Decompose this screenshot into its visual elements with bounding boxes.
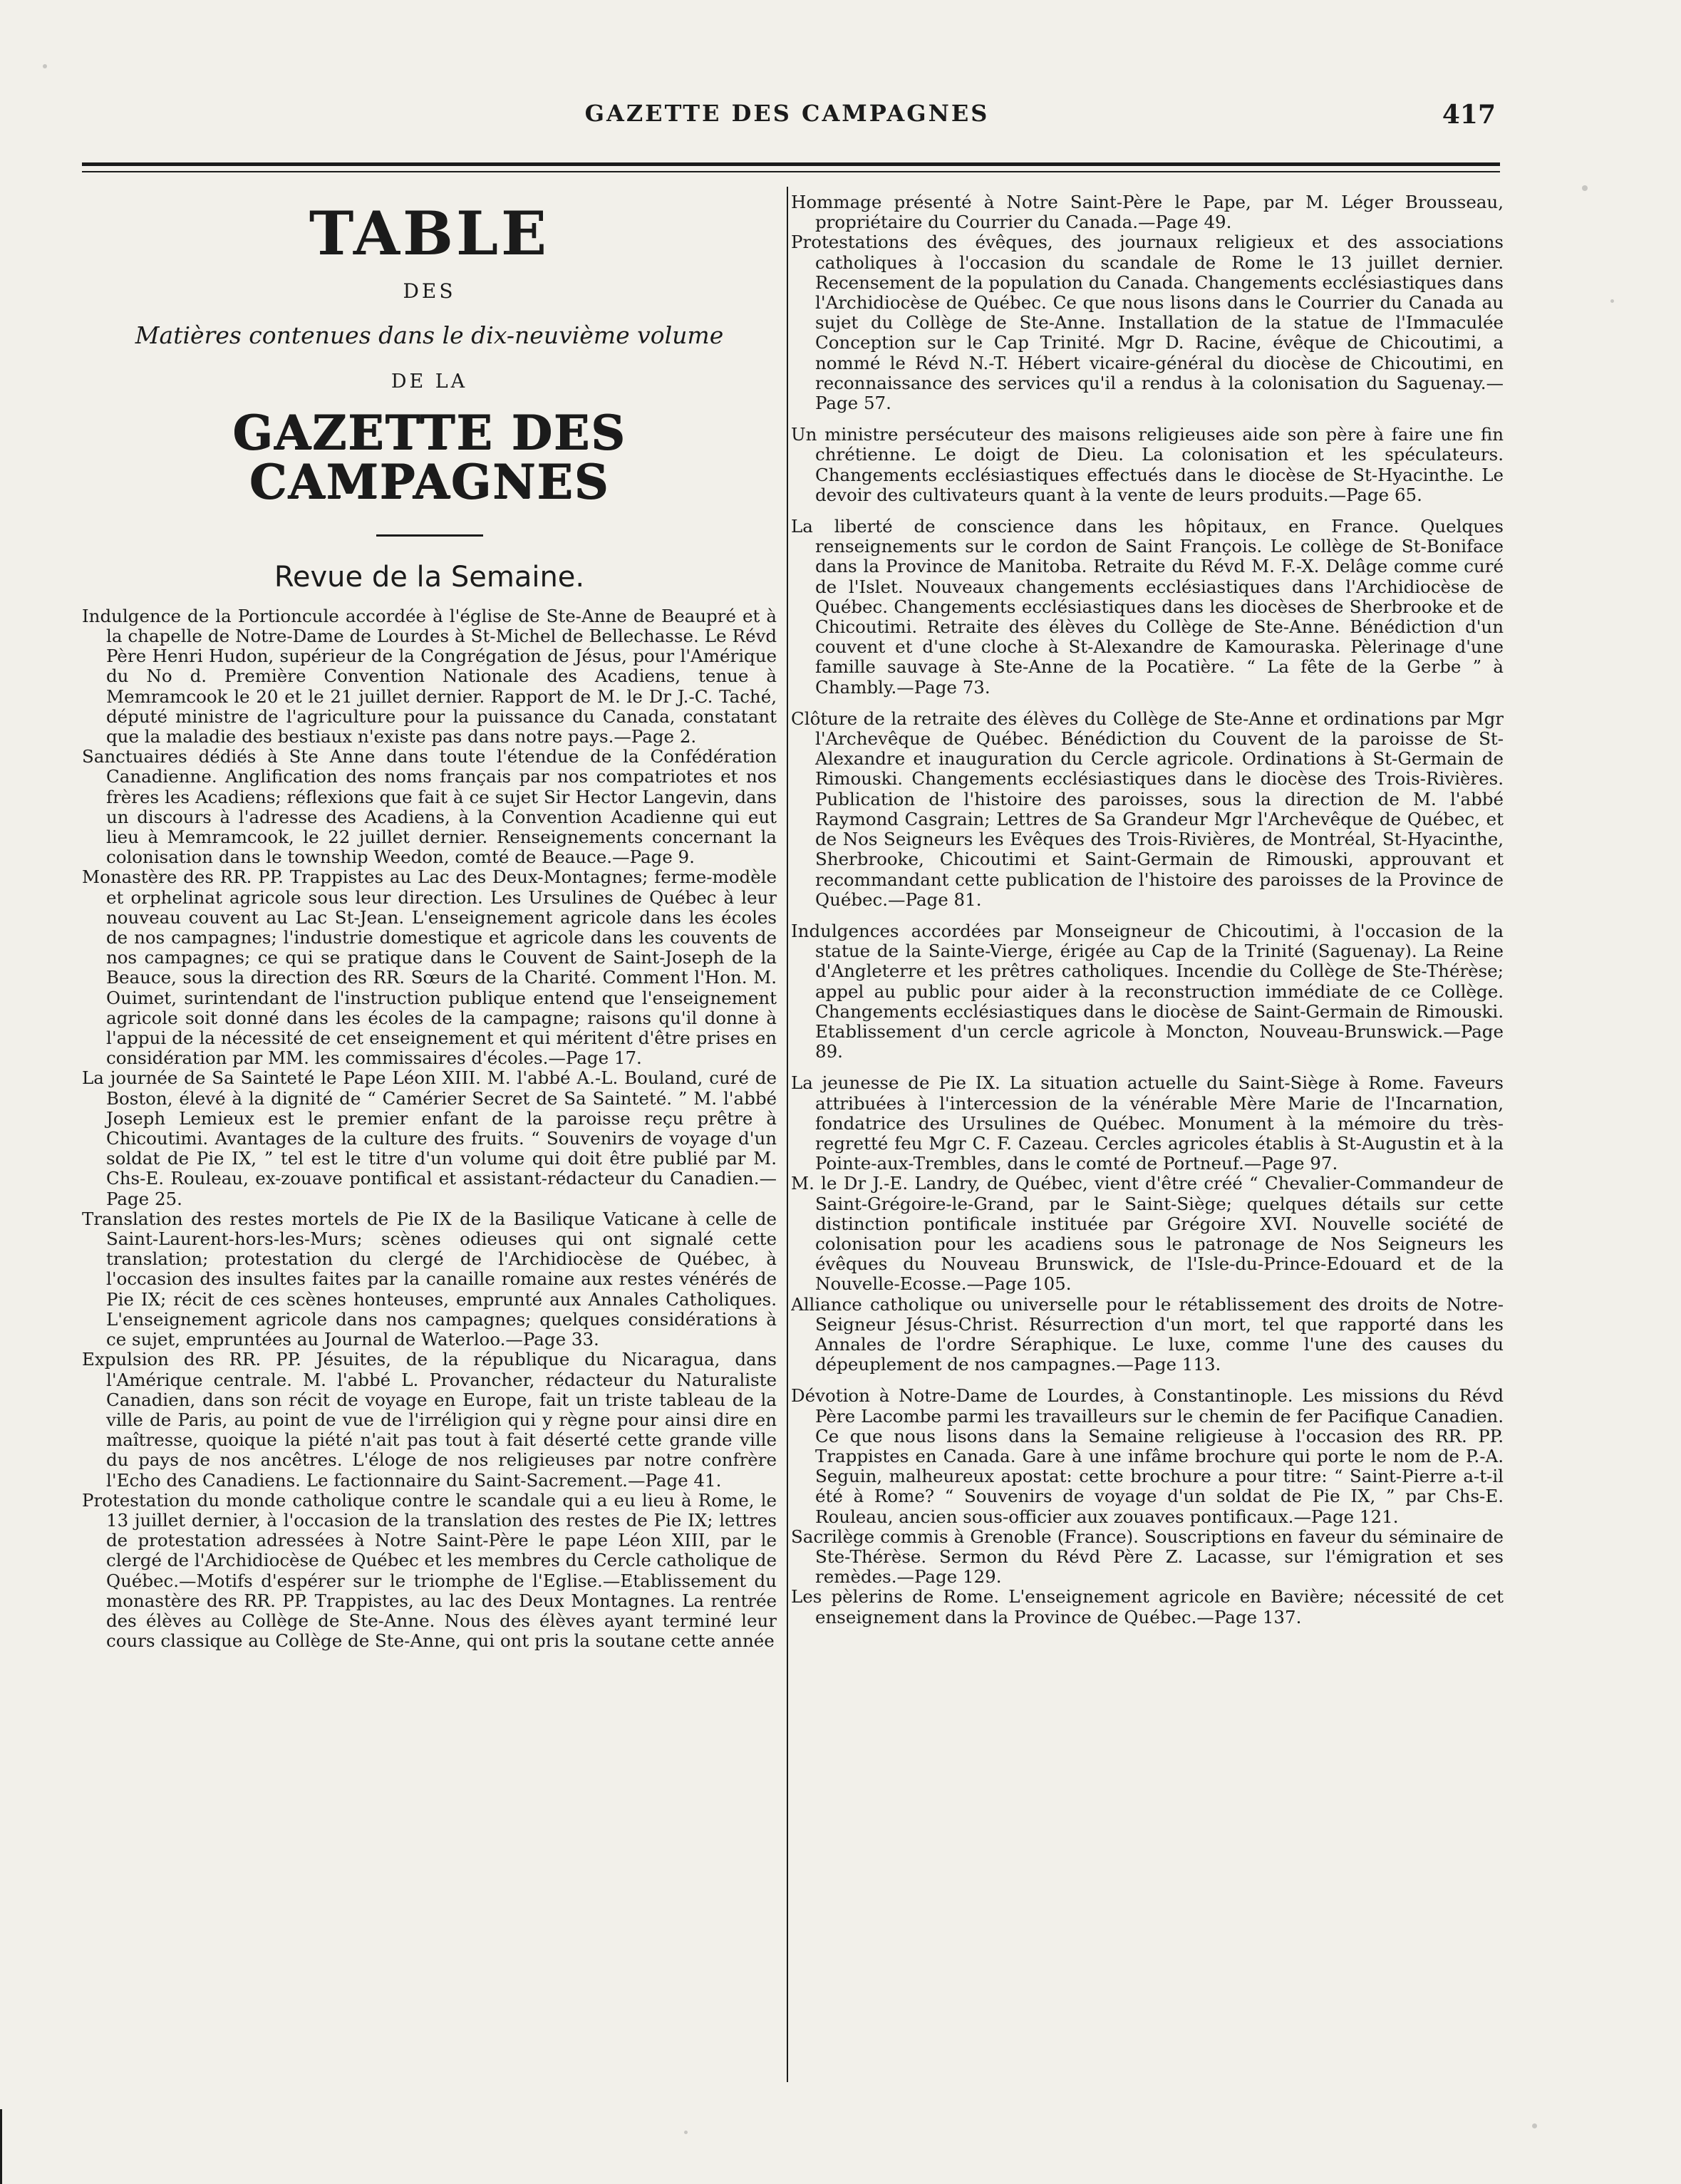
- index-entry: Sanctuaires dédiés à Ste Anne dans toute l'étendue de la Confédération Canadienne. Anglification des noms français par nos compatriotes et nos frères les Acadiens; réflexions que fait à ce sujet Sir Hector Langevin, dans un discours à l'adresse des Acadiens, à la Convention Acadienne qui eut lieu à Memramcook, le 22 juillet dernier. Renseignements concernant la colonisation dans le township Weedon, comté de Beauce.—Page 9.: [82, 746, 777, 868]
- journal-name: GAZETTE DES CAMPAGNES: [232, 405, 626, 510]
- left-column: [82, 192, 777, 2095]
- running-head: [78, 100, 1496, 143]
- index-entry: M. le Dr J.-E. Landry, de Québec, vient d'être créé “ Chevalier-Commandeur de Saint-Grégoire-le-Grand, par le Saint-Siège; quelques détails sur cette distinction pontificale instituée par Grégoire XVI. Nouvelle société de colonisation pour les acadiens sous le patronage de Nos Seigneurs les évêques du Nouveau Brunswick, de l'Isle-du-Prince-Edouard et de la Nouvelle-Ecosse.—Page 105.: [791, 1173, 1504, 1295]
- index-entry: Monastère des RR. PP. Trappistes au Lac des Deux-Montagnes; ferme-modèle et orphelinat agricole sous leur direction. Les Ursulines de Québec à leur nouveau couvent au Lac St-Jean. L'enseignement agricole dans les écoles de nos campagnes; l'industrie domestique et agricole dans les couvents de nos campagnes; ce qui se pratique dans le Couvent de Saint-Joseph de la Beauce, sous la direction des RR. Sœurs de la Charité. Comment l'Hon. M. Ouimet, surintendant de l'instruction publique entend que l'enseignement agricole soit donné dans les écoles de la campagne; raisons qu'il donne à l'appui de la nécessité de cet enseignement et qui méritent d'être prises en considération par MM. les commissaires d'écoles.—Page 17.: [82, 866, 777, 1069]
- index-entry: Hommage présenté à Notre Saint-Père le Pape, par M. Léger Brousseau, propriétaire du Courrier du Canada.—Page 49.: [791, 192, 1504, 233]
- de-la-line: DE LA: [390, 371, 468, 393]
- index-entry: Indulgences accordées par Monseigneur de Chicoutimi, à l'occasion de la statue de la Sainte-Vierge, érigée au Cap de la Trinité (Saguenay). La Reine d'Angleterre et les prêtres catholiques. Incendie du Collège de Ste-Thérèse; appel au public pour aider à la reconstruction immédiate de ce Collège. Changements ecclésiastiques dans le diocèse de Saint-Germain de Rimouski. Etablissement d'un cercle agricole à Moncton, Nouveau-Brunswick.—Page 89.: [791, 920, 1504, 1062]
- index-entry: La jeunesse de Pie IX. La situation actuelle du Saint-Siège à Rome. Faveurs attribuées à l'intercession de la vénérable Mère Marie de l'Incarnation, fondatrice des Ursulines de Québec. Monument à la mémoire du très-regretté feu Mgr C. F. Cazeau. Cercles agricoles établis à St-Augustin et à la Pointe-aux-Trembles, dans le comté de Portneuf.—Page 97.: [791, 1072, 1504, 1174]
- index-entry: Protestation du monde catholique contre le scandale qui a eu lieu à Rome, le 13 juillet dernier, à l'occasion de la translation des restes de Pie IX; lettres de protestation adressées à Notre Saint-Père le pape Léon XIII, par le clergé de l'Archidiocèse de Québec et les membres du Cercle catholique de Québec.—Motifs d'espérer sur le triomphe de l'Eglise.—Etablissement du monastère des RR. PP. Trappistes, au lac des Deux Montagnes. La rentrée des élèves au Collège de Ste-Anne. Nous des élèves ayant terminé leur cours classique au Collège de Ste-Anne, qui ont pris la soutane cette année: [82, 1489, 777, 1652]
- index-entry: Dévotion à Notre-Dame de Lourdes, à Constantinople. Les missions du Révd Père Lacombe parmi les travailleurs sur le chemin de fer Pacifique Canadien. Ce que nous lisons dans la Semaine religieuse à l'occasion des RR. PP. Trappistes en Canada. Gare à une infâme brochure qui porte le nom de P.-A. Seguin, malheureux apostat: cette brochure a pour titre: “ Saint-Pierre a-t-il été à Rome? “ Souvenirs de voyage d'un soldat de Pie IX, ” par Chs-E. Rouleau, ancien sous-officier aux zouaves pontificaux.—Page 121.: [791, 1385, 1504, 1527]
- right-column: [791, 192, 1504, 2095]
- index-entry: La liberté de conscience dans les hôpitaux, en France. Quelques renseignements sur le cordon de Saint François. Le collège de St-Boniface dans la Province de Manitoba. Retraite du Révd M. F.-X. Delâge comme curé de l'Islet. Nouveaux changements ecclésiastiques dans l'Archidiocèse de Québec. Changements ecclésiastiques dans les diocèses de Sherbrooke et de Chicoutimi. Retraite des élèves du Collège de Ste-Anne. Bénédiction d'un couvent et d'une cloche à St-Alexandre de Kamouraska. Pèlerinage d'une famille sauvage à Ste-Anne de la Pocatière. “ La fête de la Gerbe ” à Chambly.—Page 73.: [791, 516, 1504, 698]
- section-heading: Revue de la Semaine.: [274, 560, 585, 594]
- index-entry: Alliance catholique ou universelle pour le rétablissement des droits de Notre-Seigneur Jésus-Christ. Résurrection d'un mort, tel que rapporté dans les Annales de l'ordre Séraphique. Le luxe, comme l'une des causes du dépeuplement de nos campagnes.—Page 113.: [791, 1293, 1504, 1375]
- header-rule-thick: [82, 162, 1500, 166]
- index-entry: Sacrilège commis à Grenoble (France). Souscriptions en faveur du séminaire de Ste-Thérèse. Sermon du Révd Père Z. Lacasse, sur l'émigration et ses remèdes.—Page 129.: [791, 1526, 1504, 1588]
- table-title: TABLE: [309, 198, 550, 269]
- index-entry: La journée de Sa Sainteté le Pape Léon XIII. M. l'abbé A.-L. Bouland, curé de Boston, élevé à la dignité de “ Camérier Secret de Sa Sainteté. ” M. l'abbé Joseph Lemieux est le premier enfant de la paroisse reçu prêtre à Chicoutimi. Avantages de la culture des fruits. “ Souvenirs de voyage d'un soldat de Pie IX, ” tel est le titre d'un volume qui doit être publié par M. Chs-E. Rouleau, ex-zouave pontifical et assistant-rédacteur du Canadien.—Page 25.: [82, 1067, 777, 1209]
- index-entry: Clôture de la retraite des élèves du Collège de Ste-Anne et ordinations par Mgr l'Archevêque de Québec. Bénédiction du Couvent de la paroisse de St-Alexandre et inauguration du Cercle agricole. Ordinations à St-Germain de Rimouski. Changements ecclésiastiques dans le diocèse des Trois-Rivières. Publication de l'histoire des paroisses, sous la direction de M. l'abbé Raymond Casgrain; Lettres de Sa Grandeur Mgr l'Archevêque de Québec, et de Nos Seigneurs les Evêques des Trois-Rivières, de Montréal, St-Hyacinthe, Sherbrooke, Chicoutimi et Saint-Germain de Rimouski, approuvant et recommandant cette publication de l'histoire des paroisses de la Province de Québec.—Page 81.: [791, 708, 1504, 910]
- page-number: 417: [1442, 100, 1496, 130]
- index-entry: Expulsion des RR. PP. Jésuites, de la république du Nicaragua, dans l'Amérique centrale. M. l'abbé L. Provancher, rédacteur du Naturaliste Canadien, dans son récit de voyage en Europe, fait un triste tableau de la ville de Paris, au point de vue de l'irréligion qui y règne pour ainsi dire en maîtresse, quoique la piété n'ait pas tout à fait déserté cette grande ville du pays de nos ancêtres. L'éloge de nos religieuses par notre confrère l'Echo des Canadiens. Le factionnaire du Saint-Sacrement.—Page 41.: [82, 1349, 777, 1491]
- paper-speck: [43, 64, 47, 68]
- subtitle: Matières contenues dans le dix-neuvième volume: [135, 321, 724, 350]
- header-rule-thin: [82, 171, 1500, 172]
- index-entry: Les pèlerins de Rome. L'enseignement agricole en Bavière; nécessité de cet enseignement dans la Province de Québec.—Page 137.: [791, 1586, 1504, 1627]
- index-entry: Un ministre persécuteur des maisons religieuses aide son père à faire une fin chrétienne. Le doigt de Dieu. La colonisation et les spéculateurs. Changements ecclésiastiques effectués dans le diocèse de St-Hyacinthe. Le devoir des cultivateurs quant à la vente de leurs produits.—Page 65.: [791, 424, 1504, 505]
- paper-speck: [1610, 299, 1614, 303]
- paper-speck: [1582, 185, 1588, 191]
- title-rule: [376, 534, 483, 537]
- index-entry: Translation des restes mortels de Pie IX de la Basilique Vaticane à celle de Saint-Laurent-hors-les-Murs; scènes odieuses qui ont signalé cette translation; protestation du clergé de l'Archidiocèse de Québec, à l'occasion des insultes faites par la canaille romaine aux restes vénérés de Pie IX; récit de ces scènes honteuses, emprunté aux Annales Catholiques. L'enseignement agricole dans nos campagnes; quelques considérations à ce sujet, empruntées au Journal de Waterloo.—Page 33.: [82, 1208, 777, 1350]
- paper-speck: [684, 2131, 688, 2134]
- paper-speck: [1532, 2123, 1537, 2128]
- page-edge-mark: [0, 2109, 2, 2184]
- column-divider: [787, 187, 788, 2082]
- index-entry: Indulgence de la Portioncule accordée à l'église de Ste-Anne de Beaupré et à la chapelle de Notre-Dame de Lourdes à St-Michel de Bellechasse. Le Révd Père Henri Hudon, supérieur de la Congrégation de Jésus, pour l'Amérique du No d. Première Convention Nationale des Acadiens, tenue à Memramcook le 20 et le 21 juillet dernier. Rapport de M. le Dr J.-C. Taché, député ministre de l'agriculture pour la puissance du Canada, constatant que la maladie des bestiaux n'existe pas dans notre pays.—Page 2.: [82, 605, 777, 747]
- index-entry: Protestations des évêques, des journaux religieux et des associations catholiques à l'occasion du scandale de Rome le 13 juillet dernier. Recensement de la population du Canada. Changements ecclésiastiques dans l'Archidiocèse de Québec. Ce que nous lisons dans le Courrier du Canada au sujet du Collège de Ste-Anne. Installation de la statue de l'Immaculée Conception sur le Cap Trinité. Mgr D. Racine, évêque de Chicoutimi, a nommé le Révd N.-T. Hébert vicaire-général du diocèse de Chicoutimi, en reconnaissance des services qu'il a rendus à la colonisation du Saguenay.—Page 57.: [791, 232, 1504, 414]
- des-line: DES: [403, 279, 456, 304]
- running-title: GAZETTE DES CAMPAGNES: [584, 100, 990, 127]
